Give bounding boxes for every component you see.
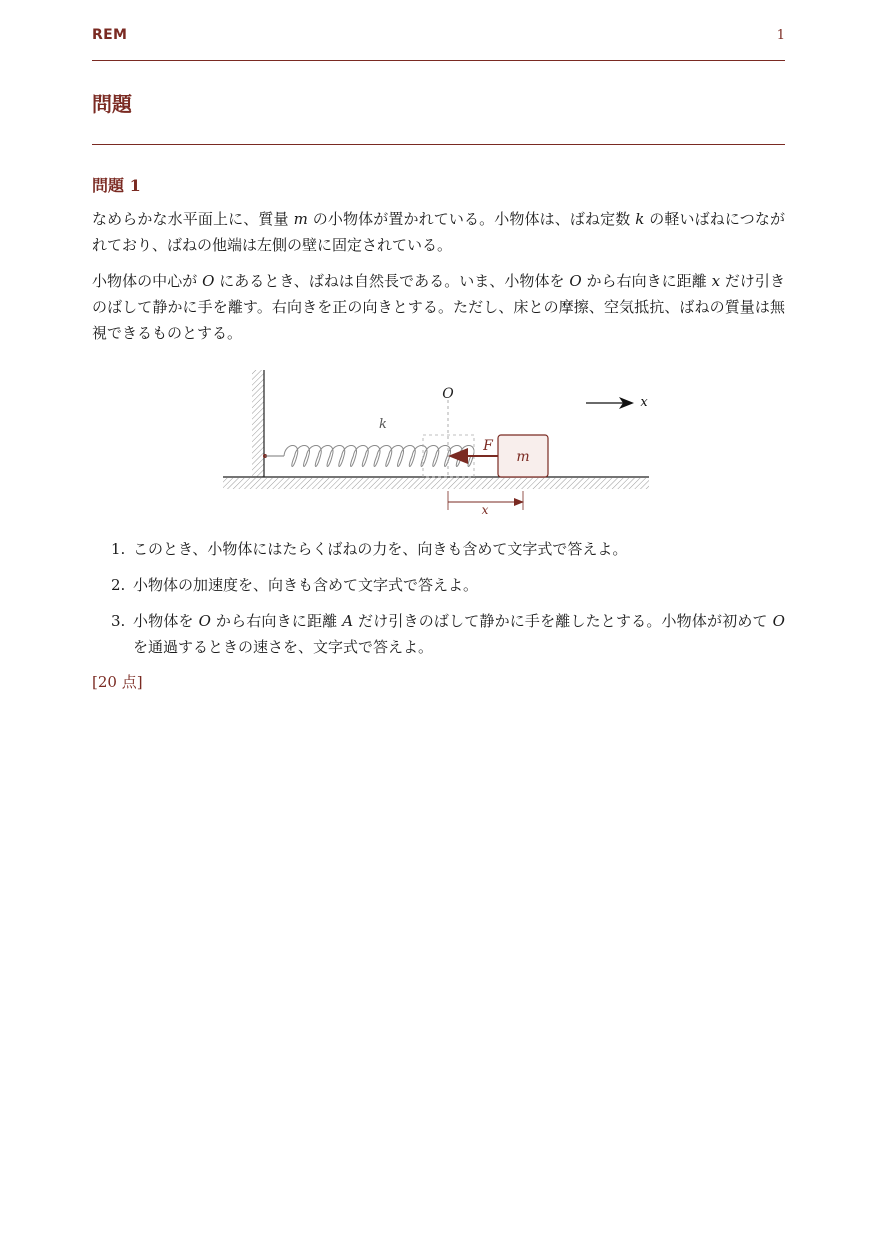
section-title: 問題 <box>92 92 132 116</box>
page-number: 1 <box>776 28 785 43</box>
question-number: 2. <box>111 576 126 594</box>
question-number: 1. <box>111 540 126 558</box>
question-item: 1. このとき、小物体にはたらくばねの力を、向きも含めて文字式で答えよ。 <box>92 536 785 562</box>
question-item: 2. 小物体の加速度を、向きも含めて文字式で答えよ。 <box>92 572 785 598</box>
question-number: 3. <box>111 612 126 630</box>
question-list <box>92 536 785 670</box>
origin-label: O <box>442 386 454 402</box>
header-brand: REM <box>92 27 128 43</box>
problem-title: 問題 1 <box>92 176 141 195</box>
spring-coil <box>284 446 474 467</box>
points-label: [20 点] <box>92 673 143 691</box>
displacement-label: x <box>481 503 489 517</box>
floor-hatch <box>223 478 649 489</box>
problem-paragraph-1: なめらかな水平面上に、質量 m の小物体が置かれている。小物体は、ばね定数 k の軽いばねにつながれており、ばねの他端は左側の壁に固定されている。 <box>92 210 785 254</box>
problem-paragraph-2: 小物体の中心が O にあるとき、ばねは自然長である。いま、小物体を O から右向きに距離 x だけ引きのばして静かに手を離す。右向きを正の向きとする。ただし、床との摩擦、空気抵抗、ばねの質量は無視できるものとする。 <box>92 272 785 342</box>
wall-hatch <box>252 370 264 477</box>
section-divider <box>92 144 785 145</box>
force-label: F <box>483 438 493 454</box>
mass-label: m <box>516 449 530 465</box>
question-item: 3. 小物体を O から右向きに距離 A だけ引きのばして静かに手を離したとする。小物体が初めて O を通過するときの速さを、文字式で答えよ。 <box>92 608 785 660</box>
spring-constant-label: k <box>379 417 387 432</box>
page-header <box>92 26 785 61</box>
spring-mass-figure <box>220 366 652 518</box>
axis-label: x <box>640 395 648 410</box>
